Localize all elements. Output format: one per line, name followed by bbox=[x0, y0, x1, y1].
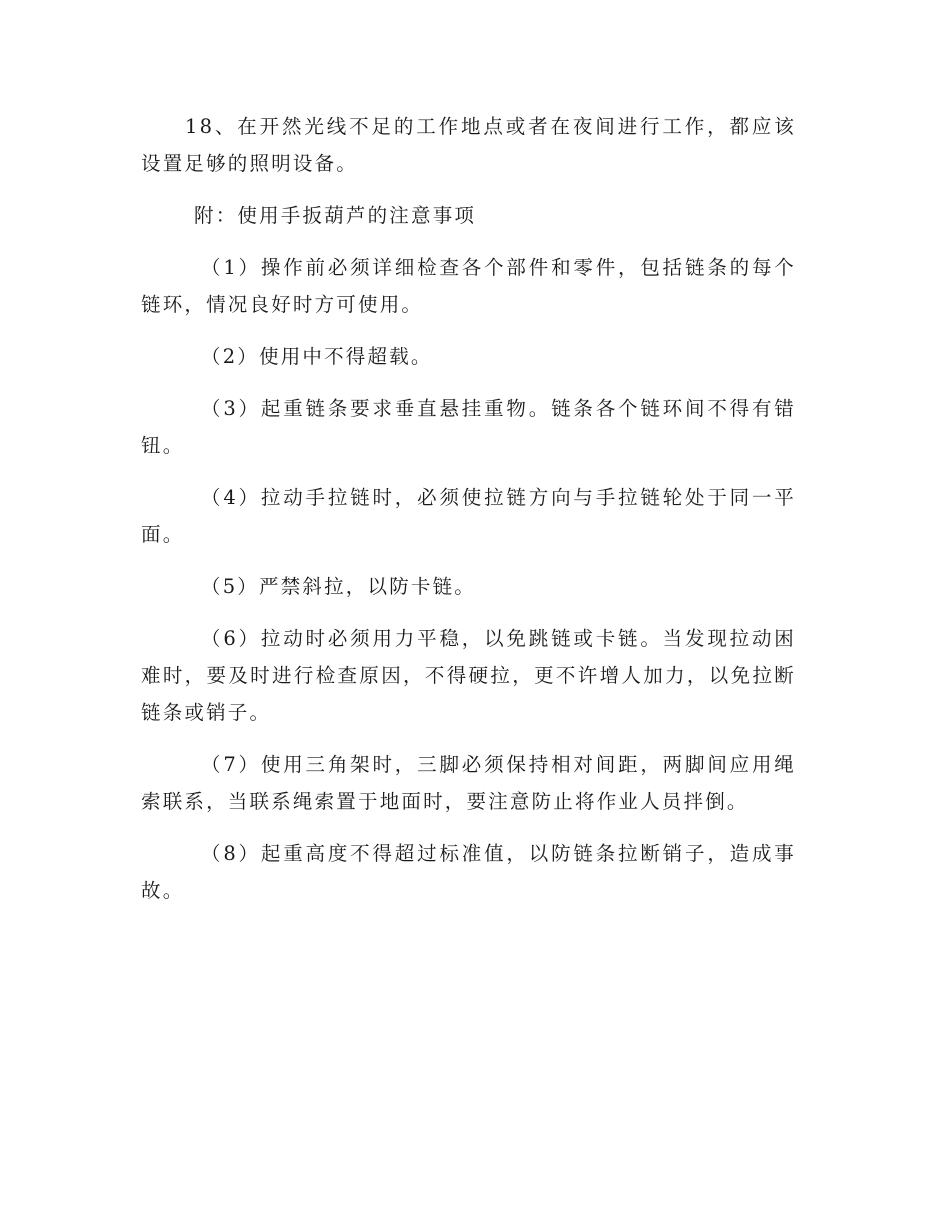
list-item-3: （3）起重链条要求垂直悬挂重物。链条各个链环间不得有错钮。 bbox=[141, 397, 796, 457]
list-item-2: （2）使用中不得超载。 bbox=[201, 345, 433, 368]
list-item-7: （7）使用三角架时，三脚必须保持相对间距，两脚间应用绳索联系，当联系绳索置于地面时，要注意防止将作业人员拌倒。 bbox=[141, 753, 796, 813]
paragraph-18: 18、在开然光线不足的工作地点或者在夜间进行工作，都应该设置足够的照明设备。 bbox=[141, 115, 796, 175]
list-item-4: （4）拉动手拉链时，必须使拉链方向与手拉链轮处于同一平面。 bbox=[141, 486, 796, 546]
list-item-8: （8）起重高度不得超过标准值，以防链条拉断销子，造成事故。 bbox=[141, 842, 796, 902]
list-item-1: （1）操作前必须详细检查各个部件和零件，包括链条的每个链环，情况良好时方可使用。 bbox=[141, 256, 796, 316]
list-item-6: （6）拉动时必须用力平稳，以免跳链或卡链。当发现拉动困难时，要及时进行检查原因，不得硬拉，更不许增人加力，以免拉断链条或销子。 bbox=[141, 627, 796, 724]
document-body bbox=[141, 108, 796, 909]
list-item-5: （5）严禁斜拉，以防卡链。 bbox=[201, 575, 477, 598]
appendix-title: 附：使用手扳葫芦的注意事项 bbox=[194, 204, 477, 227]
